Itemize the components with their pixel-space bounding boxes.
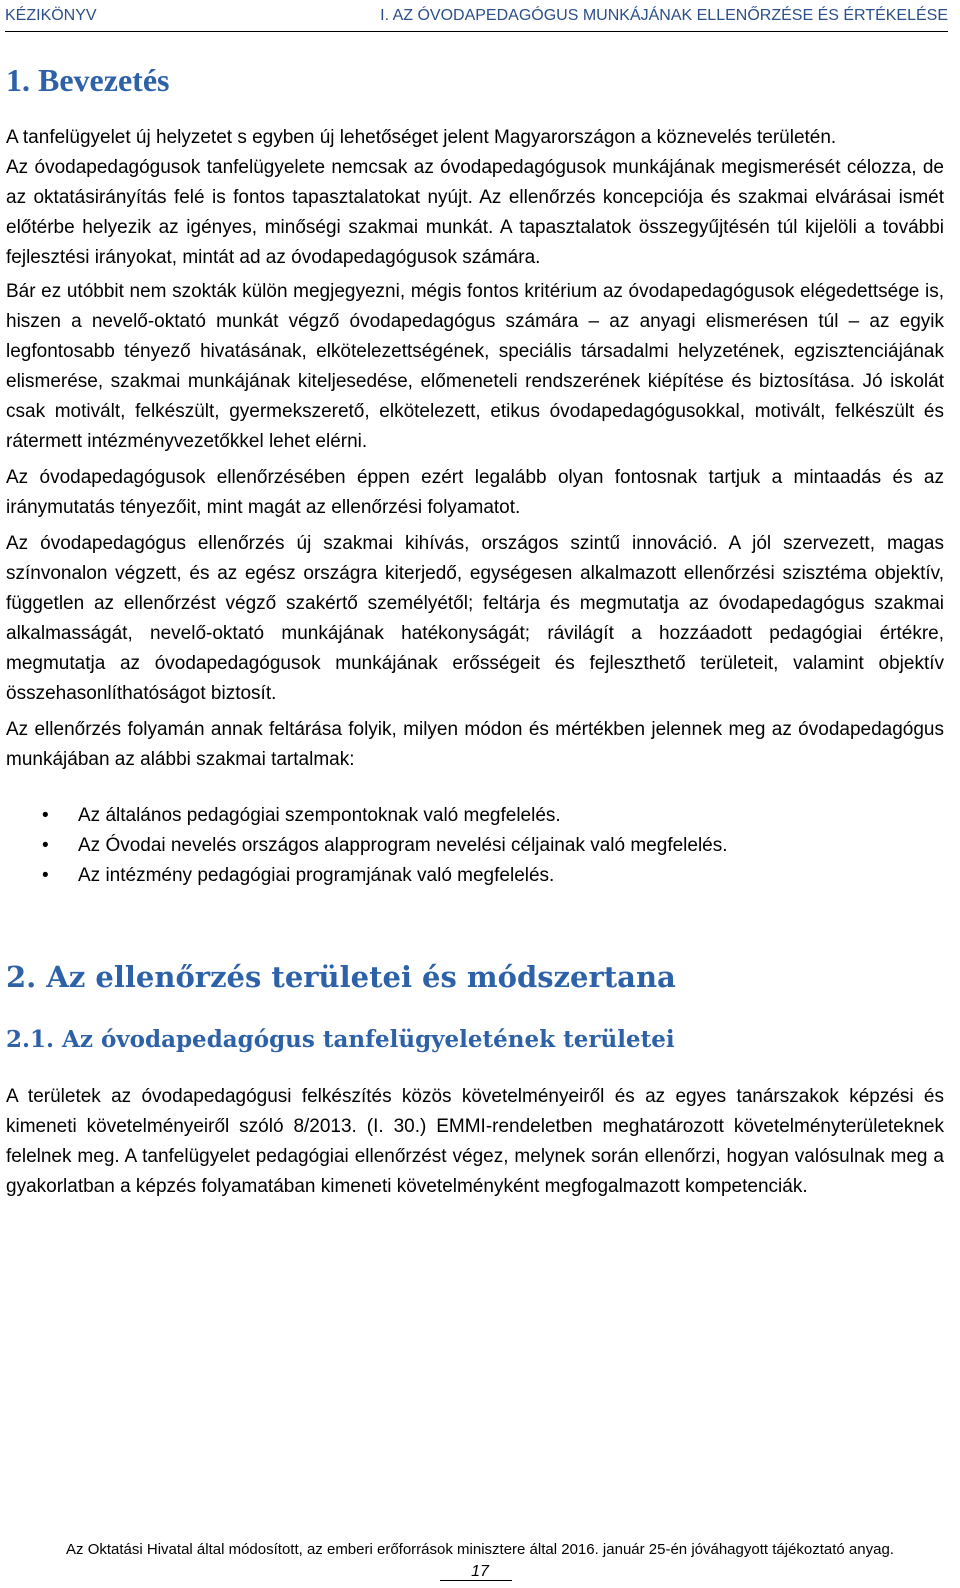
running-header — [5, 0, 948, 32]
paragraph-7: A területek az óvodapedagógusi felkészítés közös követelményeiről és az egyes tanárszakok képzési és kimeneti követelményeiről szóló 8/2013. (I. 30.) EMMI-rendeletben meghatározott követelményterületeknek felelnek meg. A tanfelügyelet pedagógiai ellenőrzést végez, melynek során ellenőrzi, hogyan valósulnak meg a gyakorlatban a képzés folyamatában kimeneti követelményként megfogalmazott kompetenciák. — [6, 1086, 944, 1197]
header-left: KÉZIKÖNYV — [5, 7, 97, 24]
section-1-heading: 1. Bevezetés — [6, 62, 170, 98]
header-right: I. AZ ÓVODAPEDAGÓGUS MUNKÁJÁNAK ELLENŐRZÉSE ÉS ÉRTÉKELÉSE — [380, 7, 948, 24]
page-content — [6, 60, 944, 1202]
criteria-list — [6, 801, 944, 891]
paragraph-2: Az óvodapedagógusok tanfelügyelete nemcsak az óvodapedagógusok munkájának megismerését célozza, de az oktatásirányítás felé is fontos tapasztalatokat nyújt. Az ellenőrzés koncepciója és szakmai elvárásai ismét előtérbe helyezik az igényes, minőségi szakmai munkát. A tapasztalatok összegyűjtésén túl kijelöli a további fejlesztési irányokat, mintát ad az óvodapedagógusok számára. — [6, 157, 944, 268]
paragraph-5: Az óvodapedagógus ellenőrzés új szakmai kihívás, országos szintű innováció. A jól szervezett, magas színvonalon végzett, és az egész országra kiterjedő, egységesen alkalmazott ellenőrzési szisztéma objektív, független az ellenőrzést végző szakértő személyétől; feltárja és megmutatja az óvodapedagógus szakmai alkalmasságát, nevelő-oktató munkájának hatékonyságát; rávilágít a hozzáadott pedagógiai értékre, megmutatja az óvodapedagógusok munkájának erősségeit és fejleszthető területeit, valamint objektív összehasonlíthatóságot biztosít. — [6, 533, 944, 704]
page-number: 17 — [471, 1563, 489, 1580]
paragraph-6: Az ellenőrzés folyamán annak feltárása folyik, milyen módon és mértékben jelennek meg az óvodapedagógus munkájában az alábbi szakmai tartalmak: — [6, 719, 944, 770]
list-item: • Az általános pedagógiai szempontoknak való megfelelés. — [6, 801, 944, 831]
list-item: • Az Óvodai nevelés országos alapprogram nevelési céljainak való megfelelés. — [6, 831, 944, 861]
list-item: • Az intézmény pedagógiai programjának való megfelelés. — [6, 861, 944, 891]
paragraph-3: Bár ez utóbbit nem szokták külön megjegyezni, mégis fontos kritérium az óvodapedagógusok elégedettsége is, hiszen a nevelő-oktató munkát végző óvodapedagógus számára – az anyagi elismerésen túl – az egyik legfontosabb tényező hivatásának, elkötelezettségének, speciális társadalmi helyzetének, egzisztenciájának elismerése, szakmai munkájának kiteljesedése, előmeneteli rendszerének kiépítése és biztosítása. Jó iskolát csak motivált, felkészült, gyermekszerető, elkötelezett, etikus óvodapedagógusokkal, motivált, felkészült és rátermett intézményvezetőkkel lehet elérni. — [6, 281, 944, 452]
paragraph-1: A tanfelügyelet új helyzetet s egyben új lehetőséget jelent Magyarországon a köznevelés területén. — [6, 127, 837, 148]
footer-note: Az Oktatási Hivatal által módosított, az emberi erőforrások minisztere által 2016. január 25-én jóváhagyott tájékoztató anyag. — [66, 1541, 894, 1558]
paragraph-4: Az óvodapedagógusok ellenőrzésében éppen ezért legalább olyan fontosnak tartjuk a mintaadás és az iránymutatás tényezőit, mint magát az ellenőrzési folyamatot. — [6, 467, 944, 518]
section-2-heading: 2. Az ellenőrzés területei és módszertana — [6, 960, 676, 994]
section-2-1-heading: 2.1. Az óvodapedagógus tanfelügyeletének területei — [6, 1026, 675, 1053]
page-number-rule — [440, 1580, 512, 1581]
